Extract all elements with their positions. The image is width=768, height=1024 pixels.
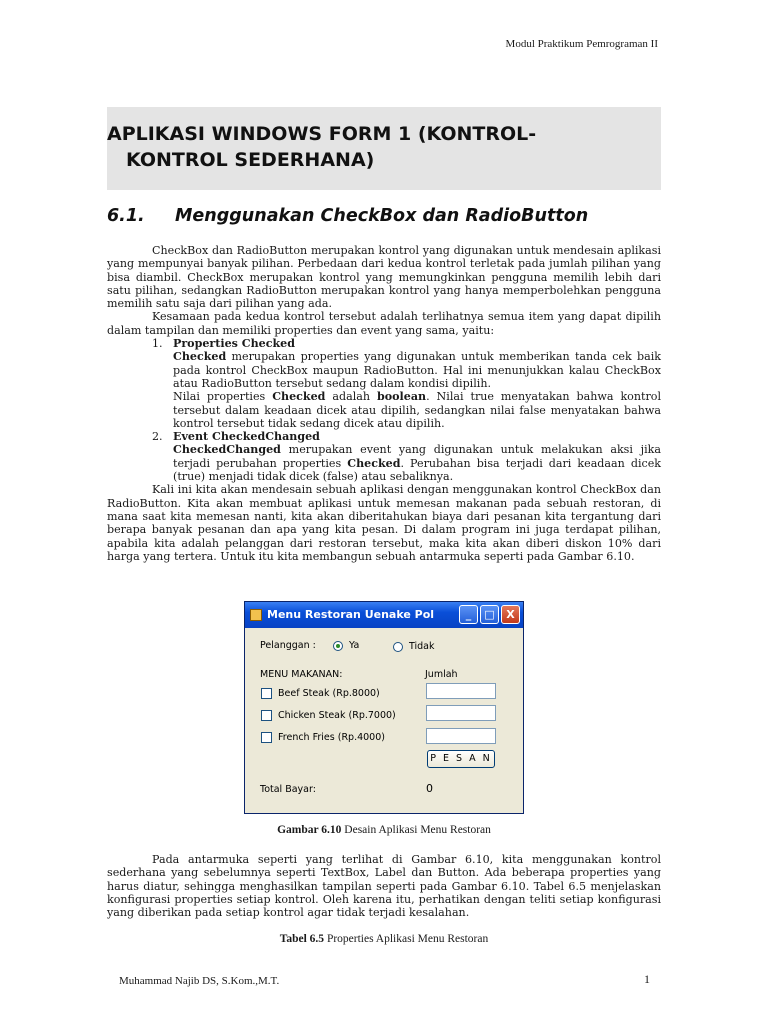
list-item-1-text-b [107, 390, 661, 430]
beef-steak-checkbox[interactable] [261, 688, 272, 699]
beef-steak-label[interactable]: Beef Steak (Rp.8000) [278, 688, 380, 699]
chapter-title-line-1: APLIKASI WINDOWS FORM 1 (KONTROL- [107, 123, 537, 145]
radio-tidak[interactable] [393, 642, 403, 652]
section-title: Menggunakan CheckBox dan RadioButton [175, 206, 589, 226]
chicken-steak-checkbox[interactable] [261, 710, 272, 721]
term-boolean: boolean [376, 390, 427, 404]
running-header: Modul Praktikum Pemrograman II [505, 38, 658, 50]
figure-caption-text: Desain Aplikasi Menu Restoran [341, 824, 491, 836]
list-item-2 [107, 430, 661, 443]
table-caption-label: Tabel 6.5 [279, 933, 325, 945]
figure-caption-label: Gambar 6.10 [277, 824, 342, 836]
list-item-2-text-rest: . Perubahan bisa terjadi dari keadaan dicek (true) menjadi tidak dicek (false) atau sebaliknya. [173, 456, 661, 484]
app-icon [250, 609, 262, 621]
paragraph-4: Pada antarmuka seperti yang terlihat di Gambar 6.10, kita menggunakan kontrol sederhana yang sebelumnya seperti TextBox, Label dan Button. Ada beberapa properties yang harus diatur, sehingga menghasilkan tampilan seperti pada Gambar 6.10. Tabel 6.5 menjelaskan konfigurasi properties setiap kontrol. Oleh karena itu, perhatikan dengan teliti setiap konfigurasi yang diberikan pada setiap kontrol agar tidak terjadi kesalahan. [107, 853, 661, 920]
figure-caption [0, 824, 768, 836]
chapter-title [107, 121, 536, 173]
pelanggan-label: Pelanggan : [260, 640, 316, 651]
app-window [244, 601, 524, 814]
minimize-button[interactable]: _ [459, 605, 478, 624]
chicken-steak-label[interactable]: Chicken Steak (Rp.7000) [278, 710, 396, 721]
list-item-2-text [107, 443, 661, 483]
body-text-upper [107, 244, 661, 563]
close-button[interactable]: X [501, 605, 520, 624]
paragraph-1: CheckBox dan RadioButton merupakan kontrol yang digunakan untuk mendesain aplikasi yang mempunyai banyak pilihan. Perbedaan dari kedua kontrol terletak pada jumlah pilihan yang bisa diambil. CheckBox merupakan kontrol yang memungkinkan pengguna memilih lebih dari satu pilihan, sedangkan RadioButton merupakan kontrol yang hanya memperbolehkan pengguna memilih satu saja dari pilihan yang ada. [107, 244, 661, 311]
paragraph-3: Kali ini kita akan mendesain sebuah aplikasi dengan menggunakan kontrol CheckBox dan RadioButton. Kita akan membuat aplikasi untuk memesan makanan pada sebuah restoran, di mana saat kita memesan nanti, kita akan diberitahukan biaya dari pesanan kita tergantung dari berapa banyak pesanan dan apa yang kita pesan. Di dalam program ini juga terdapat pilihan, apabila kita adalah pelanggan dari restoran tersebut, maka kita akan diberi diskon 10% dari harga yang tertera. Untuk itu kita membangun sebuah antarmuka seperti pada Gambar 6.10. [107, 483, 661, 563]
list-item-2-title: Event CheckedChanged [173, 430, 320, 444]
footer-author: Muhammad Najib DS, S.Kom.,M.T. [119, 975, 280, 987]
table-caption [0, 933, 768, 945]
term-checked: Checked [347, 456, 401, 470]
list-item-1-title: Properties Checked [173, 337, 295, 351]
chapter-title-box [107, 107, 661, 190]
maximize-button[interactable]: □ [480, 605, 499, 624]
window-titlebar[interactable] [245, 602, 523, 628]
french-fries-label[interactable]: French Fries (Rp.4000) [278, 732, 385, 743]
chapter-title-line-2: KONTROL SEDERHANA) [126, 149, 375, 171]
list-item-1-text-a-rest: merupakan properties yang digunakan untuk memberikan tanda cek baik pada kontrol CheckBox maupun RadioButton. Hal ini menunjukkan kalau CheckBox atau RadioButton tersebut sedang dalam kondisi dipilih. [173, 350, 661, 390]
term-checkedchanged: CheckedChanged [173, 443, 281, 457]
total-bayar-label: Total Bayar: [260, 784, 316, 795]
chicken-steak-qty-input[interactable] [426, 705, 496, 721]
list-item-2-text-mid: merupakan event yang digunakan untuk melakukan aksi jika terjadi perubahan properties [173, 443, 661, 470]
list-item-1-text-b-pre: Nilai properties [173, 390, 273, 404]
table-caption-text: Properties Aplikasi Menu Restoran [324, 933, 489, 945]
list-item-1-text-a [107, 350, 661, 390]
french-fries-checkbox[interactable] [261, 732, 272, 743]
body-text-lower [107, 853, 661, 919]
radio-ya-label[interactable]: Ya [349, 640, 360, 651]
menu-makanan-label: MENU MAKANAN: [260, 669, 343, 680]
page-number: 1 [644, 972, 650, 986]
section-number: 6.1. [107, 206, 145, 226]
list-item-1-text-b-mid: adalah [325, 390, 377, 404]
list-item-1-text-b-rest: . Nilai true menyatakan bahwa kontrol tersebut dalam keadaan dicek atau dipilih, sedangkan nilai false menyatakan bahwa kontrol tersebut tidak sedang dicek atau dipilih. [173, 390, 661, 430]
pesan-button[interactable]: P E S A N [427, 750, 495, 768]
list-item-1-number: 1. [152, 337, 163, 351]
list-item-2-number: 2. [152, 430, 163, 444]
list-item-1 [107, 337, 661, 350]
jumlah-label: Jumlah [425, 669, 458, 680]
paragraph-2: Kesamaan pada kedua kontrol tersebut adalah terlihatnya semua item yang dapat dipilih dalam tampilan dan memiliki properties dan event yang sama, yaitu: [107, 310, 661, 337]
beef-steak-qty-input[interactable] [426, 683, 496, 699]
window-title: Menu Restoran Uenake Pol [267, 608, 435, 621]
total-bayar-value: 0 [426, 782, 433, 795]
term-checked: Checked [173, 350, 227, 364]
radio-ya[interactable] [333, 641, 343, 651]
section-heading [107, 206, 588, 226]
term-checked: Checked [272, 390, 326, 404]
french-fries-qty-input[interactable] [426, 728, 496, 744]
radio-tidak-label[interactable]: Tidak [409, 641, 435, 652]
